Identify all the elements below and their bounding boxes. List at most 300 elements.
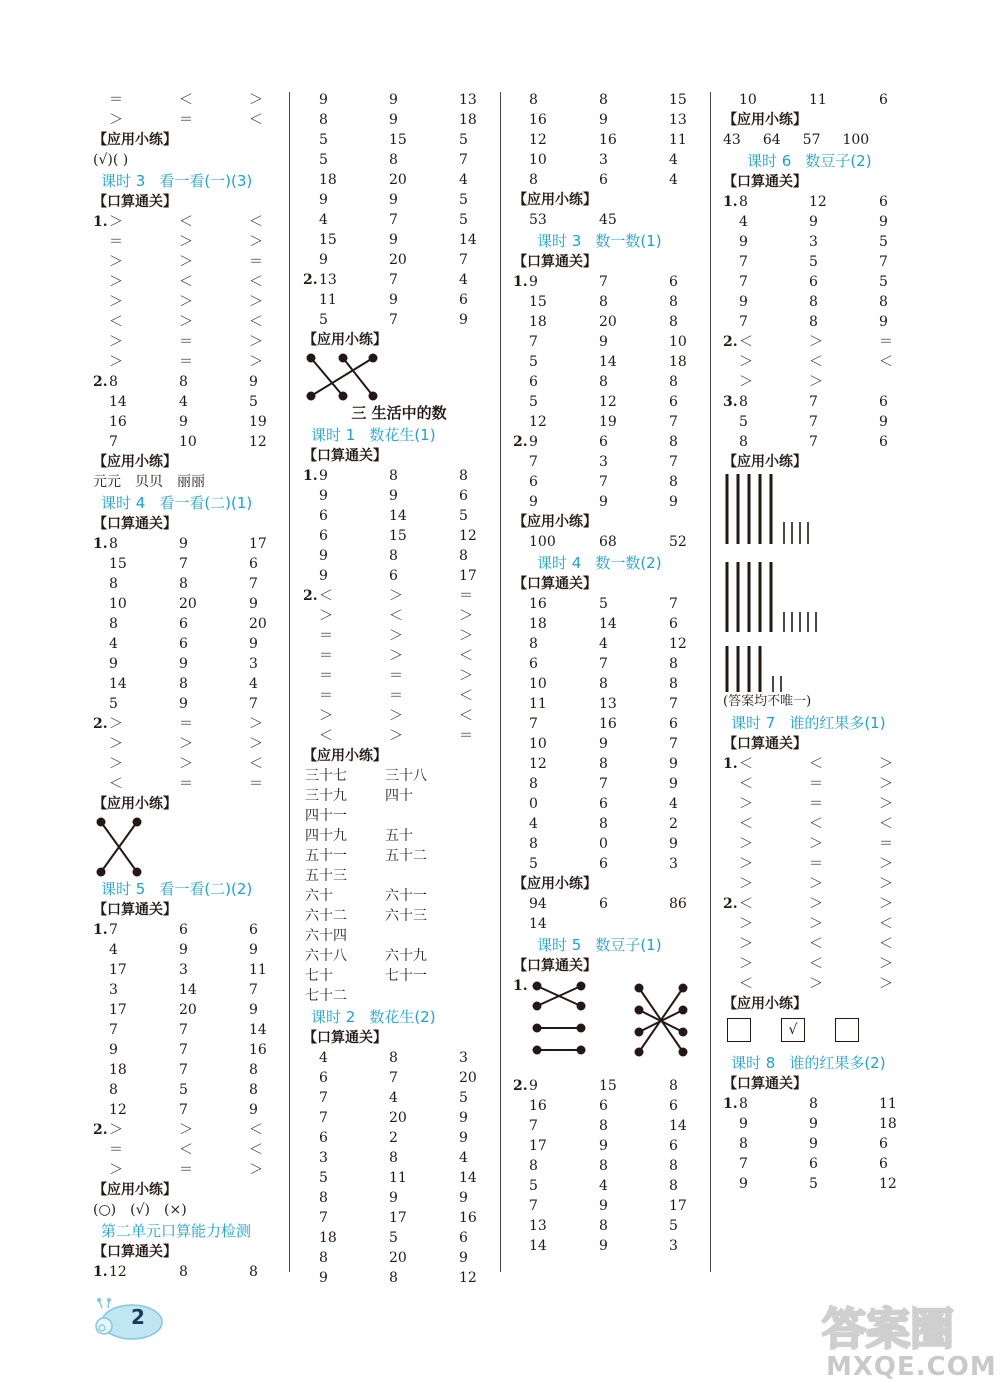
- answer-cell: 8: [389, 1270, 398, 1286]
- matching-dot: [577, 1002, 586, 1011]
- answer-cell: 17: [109, 1002, 127, 1018]
- answer-cell: 18: [529, 314, 547, 330]
- answer-cell: 7: [739, 254, 748, 270]
- answer-row: [513, 412, 705, 432]
- answer-cell: 9: [319, 568, 328, 584]
- answer-column-4: [723, 90, 915, 1194]
- answer-row: [303, 846, 495, 866]
- lesson-name: 看一看(二)(1): [159, 494, 253, 512]
- answer-column-1: [93, 90, 285, 1282]
- answer-cell: ＝: [319, 668, 333, 684]
- answer-cell: ＞: [179, 736, 193, 752]
- answer-cell: 9: [389, 232, 398, 248]
- answer-cell: 5: [459, 1090, 468, 1106]
- answer-cell: ＝: [459, 588, 473, 604]
- section-heading: 【应用小练】: [93, 132, 177, 148]
- answer-row: [93, 774, 285, 794]
- answer-cell: 8: [739, 194, 748, 210]
- check-boxes: [723, 1014, 915, 1052]
- section-heading: 【口算通关】: [723, 736, 807, 752]
- answer-cell: 8: [249, 1082, 258, 1098]
- matching-lines-figure: [303, 350, 383, 402]
- answer-cell: 5: [879, 274, 888, 290]
- answer-row: [723, 1154, 915, 1174]
- answer-cell: 9: [599, 736, 608, 752]
- question-number: 1.: [93, 922, 108, 938]
- answer-cell: 6: [669, 1098, 678, 1114]
- answer-cell: ＞: [739, 374, 753, 390]
- answer-cell: ＜: [459, 648, 473, 664]
- answer-cell: 7: [389, 312, 398, 328]
- answer-cell: ＞: [249, 716, 263, 732]
- answer-cell: 15: [669, 92, 687, 108]
- answer-cell: ＞: [249, 354, 263, 370]
- lesson-title: [723, 1052, 915, 1074]
- answer-cell: 20: [389, 172, 407, 188]
- lesson-title: [513, 934, 705, 956]
- answer-cell: ＝: [109, 234, 123, 250]
- answer-row: [723, 954, 915, 974]
- answer-row: [303, 666, 495, 686]
- answer-row: [723, 332, 915, 352]
- answer-cell: 8: [529, 172, 538, 188]
- answer-cell: 10: [179, 434, 197, 450]
- lesson-name: 数豆子(1): [595, 936, 662, 954]
- answer-cell: 六十一: [385, 888, 427, 904]
- answer-cell: 7: [739, 1156, 748, 1172]
- answer-cell: ＞: [249, 234, 263, 250]
- answer-cell: 18: [319, 1230, 337, 1246]
- answer-cell: 9: [109, 656, 118, 672]
- answer-row: [303, 1268, 495, 1288]
- answer-cell: 9: [109, 1042, 118, 1058]
- section-heading: 【应用小练】: [303, 748, 387, 764]
- answer-cell: 53: [529, 212, 547, 228]
- answer-cell: 5: [319, 1170, 328, 1186]
- section-heading: 【口算通关】: [513, 254, 597, 270]
- answer-cell: 14: [599, 616, 617, 632]
- answer-cell: 13: [669, 112, 687, 128]
- answer-cell: 20: [599, 314, 617, 330]
- answer-figure: [303, 350, 495, 402]
- answer-cell: 7: [109, 922, 118, 938]
- answer-cell: 5: [879, 234, 888, 250]
- answer-cell: 10: [529, 152, 547, 168]
- answer-cell: 4: [319, 212, 328, 228]
- answer-cell: ＞: [879, 956, 893, 972]
- answer-cell: 10: [109, 596, 127, 612]
- answer-row: [303, 546, 495, 566]
- answer-cell: ＜: [739, 776, 753, 792]
- answer-row: [303, 586, 495, 606]
- answer-cell: ＞: [179, 314, 193, 330]
- answer-row: [93, 1080, 285, 1100]
- answer-cell: 5: [529, 1178, 538, 1194]
- answer-row: [513, 110, 705, 130]
- question-number: 1.: [93, 1264, 108, 1280]
- answer-cell: 4: [109, 942, 118, 958]
- answer-column-2: [303, 90, 495, 1288]
- answer-cell: 4: [599, 1178, 608, 1194]
- answer-cell: 8: [669, 676, 678, 692]
- answer-row: [723, 794, 915, 814]
- answer-cell: ＞: [109, 274, 123, 290]
- answer-row: [513, 392, 705, 412]
- answer-row: [303, 626, 495, 646]
- answer-cell: 7: [809, 434, 818, 450]
- answer-cell: 9: [459, 312, 468, 328]
- answer-row: [93, 980, 285, 1000]
- matching-dot: [369, 392, 378, 401]
- answer-cell: 7: [809, 414, 818, 430]
- answer-cell: 16: [599, 132, 617, 148]
- answer-cell: ＞: [179, 254, 193, 270]
- matching-line: [311, 358, 373, 396]
- answer-cell: 15: [389, 528, 407, 544]
- answer-cell: ＞: [459, 668, 473, 684]
- answer-cell: ＜: [249, 314, 263, 330]
- answer-cell: 5: [529, 856, 538, 872]
- answer-cell: 14: [249, 1022, 267, 1038]
- answer-cell: 5: [319, 132, 328, 148]
- answer-cell: 16: [249, 1042, 267, 1058]
- answer-row: [93, 574, 285, 594]
- answer-cell: 20: [459, 1070, 477, 1086]
- answer-cell: 6: [529, 474, 538, 490]
- lesson-name: 数花生(1): [369, 426, 436, 444]
- answer-cell: 4: [739, 214, 748, 230]
- answer-cell: 7: [179, 1102, 188, 1118]
- answer-row: [513, 352, 705, 372]
- matching-dot: [679, 1028, 688, 1037]
- answer-cell: 15: [109, 556, 127, 572]
- answer-cell: 7: [599, 274, 608, 290]
- answer-cell: 8: [739, 1096, 748, 1112]
- answer-cell: 6: [879, 92, 888, 108]
- matching-dot: [577, 1046, 586, 1055]
- answer-cell: 4: [669, 796, 678, 812]
- answer-row: [723, 412, 915, 432]
- answer-cell: ＞: [249, 1162, 263, 1178]
- answer-cell: 20: [389, 1250, 407, 1266]
- answer-cell: 8: [389, 548, 398, 564]
- answer-row: [303, 826, 495, 846]
- answer-cell: 6: [179, 922, 188, 938]
- answer-text: 元元: [93, 474, 121, 490]
- answer-cell: 19: [599, 414, 617, 430]
- answer-cell: ＝: [389, 688, 403, 704]
- answer-cell: 16: [529, 596, 547, 612]
- answer-cell: 7: [879, 254, 888, 270]
- answer-row: [513, 1176, 705, 1196]
- answer-cell: 三十七: [305, 768, 347, 784]
- lesson-number: 课时 4: [101, 494, 146, 512]
- answer-cell: 11: [879, 1096, 897, 1112]
- answer-cell: 3: [109, 982, 118, 998]
- answer-row: [513, 170, 705, 190]
- answer-cell: 5: [809, 254, 818, 270]
- answer-cell: ＜: [249, 214, 263, 230]
- answer-row: [513, 372, 705, 392]
- answer-cell: 6: [599, 796, 608, 812]
- tally-bars-figure: [723, 472, 913, 692]
- answer-row: [303, 906, 495, 926]
- answer-row: [303, 706, 495, 726]
- answer-cell: ＞: [179, 294, 193, 310]
- answer-cell: ＜: [179, 214, 193, 230]
- answer-row: [513, 754, 705, 774]
- matching-dot: [533, 1002, 542, 1011]
- answer-row: [93, 1120, 285, 1140]
- answer-cell: ＞: [739, 856, 753, 872]
- answer-cell: 8: [529, 636, 538, 652]
- answer-cell: 四十九: [305, 828, 347, 844]
- answer-cell: ＞: [109, 716, 123, 732]
- answer-row: [303, 766, 495, 786]
- answer-cell: 6: [179, 636, 188, 652]
- section-heading: 【口算通关】: [93, 516, 177, 532]
- answer-cell: ＞: [809, 374, 823, 390]
- answer-cell: ＝: [179, 112, 193, 128]
- answer-cell: 5: [179, 1082, 188, 1098]
- answer-cell: 7: [179, 1042, 188, 1058]
- answer-row: [303, 1168, 495, 1188]
- lesson-title: [93, 170, 285, 192]
- answer-cell: 9: [669, 836, 678, 852]
- answer-cell: 7: [669, 596, 678, 612]
- answer-cell: ＞: [739, 354, 753, 370]
- answer-cell: 17: [109, 962, 127, 978]
- answer-cell: ＜: [879, 916, 893, 932]
- question-number: 2.: [723, 896, 738, 912]
- answer-cell: 四十一: [305, 808, 347, 824]
- answer-cell: 8: [109, 536, 118, 552]
- answer-cell: 11: [529, 696, 547, 712]
- question-number: 2.: [93, 1122, 108, 1138]
- answer-cell: 8: [319, 1190, 328, 1206]
- answer-cell: 8: [179, 374, 188, 390]
- answer-row: [93, 654, 285, 674]
- question-number: 1.: [513, 978, 528, 994]
- answer-cell: 12: [529, 132, 547, 148]
- answer-cell: ＞: [179, 234, 193, 250]
- answer-cell: ＝: [179, 776, 193, 792]
- answer-cell: 12: [599, 394, 617, 410]
- answer-note: (答案均不唯一): [723, 694, 812, 709]
- answer-cell: ＞: [879, 796, 893, 812]
- answer-cell: ＞: [249, 294, 263, 310]
- answer-row: [93, 554, 285, 574]
- answer-row: [513, 432, 705, 452]
- answer-cell: 8: [669, 1178, 678, 1194]
- answer-cell: ＜: [109, 314, 123, 330]
- answer-row: [303, 886, 495, 906]
- answer-cell: 0: [529, 796, 538, 812]
- answer-cell: 7: [109, 434, 118, 450]
- answer-cell: 9: [389, 1190, 398, 1206]
- answer-cell: 七十二: [305, 988, 347, 1004]
- answer-cell: 14: [529, 916, 547, 932]
- answer-cell: 8: [669, 1158, 678, 1174]
- lesson-number: 课时 5: [537, 936, 582, 954]
- answer-cell: 7: [529, 716, 538, 732]
- answer-cell: 7: [109, 1022, 118, 1038]
- answer-cell: 5: [109, 696, 118, 712]
- answer-row: [303, 1068, 495, 1088]
- section-heading: 【应用小练】: [513, 876, 597, 892]
- answer-row: [513, 210, 705, 230]
- answer-cell: 7: [529, 1118, 538, 1134]
- answer-cell: 3: [669, 856, 678, 872]
- answer-row: [723, 392, 915, 412]
- answer-cell: 5: [669, 1218, 678, 1234]
- answer-cell: ＜: [179, 274, 193, 290]
- answer-row: [723, 1174, 915, 1194]
- answer-cell: 8: [529, 92, 538, 108]
- answer-row: [513, 1216, 705, 1236]
- answer-cell: 9: [669, 776, 678, 792]
- answer-row: [93, 312, 285, 332]
- answer-cell: 12: [529, 414, 547, 430]
- answer-cell: 4: [179, 394, 188, 410]
- answer-cell: ＞: [109, 214, 123, 230]
- answer-row: [513, 1156, 705, 1176]
- answer-cell: 六十八: [305, 948, 347, 964]
- page-number: 2: [131, 1305, 145, 1329]
- answer-row: [93, 372, 285, 392]
- answer-row: [303, 926, 495, 946]
- answer-row: [93, 252, 285, 272]
- answer-cell: ＝: [319, 648, 333, 664]
- answer-cell: 9: [739, 1116, 748, 1132]
- answer-cell: ＜: [879, 936, 893, 952]
- answer-cell: 20: [249, 616, 267, 632]
- answer-row: [513, 594, 705, 614]
- answer-cell: 6: [879, 194, 888, 210]
- answer-cell: 9: [669, 756, 678, 772]
- answer-row: [723, 754, 915, 774]
- answer-row: [723, 854, 915, 874]
- matching-dot: [307, 354, 316, 363]
- answer-cell: ＜: [879, 816, 893, 832]
- lesson-number: 课时 8: [731, 1054, 776, 1072]
- answer-row: [303, 130, 495, 150]
- answer-cell: ＜: [459, 688, 473, 704]
- answer-cell: 11: [249, 962, 267, 978]
- answer-row: [303, 110, 495, 130]
- answer-cell: 7: [389, 212, 398, 228]
- answer-row: [723, 1134, 915, 1154]
- section-heading: 【口算通关】: [303, 1030, 387, 1046]
- answer-cell: 8: [809, 1096, 818, 1112]
- answer-cell: 8: [179, 676, 188, 692]
- answer-cell: 9: [389, 292, 398, 308]
- answer-cell: 7: [179, 1062, 188, 1078]
- answer-cell: ＞: [739, 836, 753, 852]
- answer-cell: 7: [739, 314, 748, 330]
- answer-cell: 14: [179, 982, 197, 998]
- answer-cell: ＝: [319, 688, 333, 704]
- answer-cell: 9: [249, 636, 258, 652]
- answer-cell: 5: [529, 394, 538, 410]
- answer-cell: 6: [669, 716, 678, 732]
- matching-dot: [339, 354, 348, 363]
- answer-cell: 7: [529, 334, 538, 350]
- answer-row: [723, 372, 915, 392]
- answer-cell: 6: [669, 1138, 678, 1154]
- question-number: 2.: [303, 588, 318, 604]
- matching-dot: [133, 818, 142, 827]
- answer-cell: 20: [179, 1002, 197, 1018]
- question-number: 2.: [93, 374, 108, 390]
- answer-row: [303, 190, 495, 210]
- answer-cell: 9: [319, 192, 328, 208]
- answer-row: [93, 960, 285, 980]
- answer-cell: 8: [599, 374, 608, 390]
- answer-cell: 9: [179, 696, 188, 712]
- lesson-number: 课时 4: [537, 554, 582, 572]
- answer-cell: 12: [109, 1264, 127, 1280]
- matching-dot: [533, 1024, 542, 1033]
- answer-row: [723, 252, 915, 272]
- answer-row: [93, 1000, 285, 1020]
- answer-cell: 2: [389, 1130, 398, 1146]
- answer-cell: 3: [459, 1050, 468, 1066]
- answer-cell: 8: [809, 314, 818, 330]
- answer-cell: 3: [249, 656, 258, 672]
- answer-cell: 3: [599, 152, 608, 168]
- answer-cell: ＞: [459, 628, 473, 644]
- answer-cell: 10: [669, 334, 687, 350]
- answer-cell: 14: [459, 1170, 477, 1186]
- answer-cell: 7: [669, 696, 678, 712]
- answer-row: [723, 834, 915, 854]
- answer-text: (√): [130, 1202, 150, 1218]
- answer-row: [93, 634, 285, 654]
- answer-cell: 五十: [385, 828, 413, 844]
- answer-cell: 五十一: [305, 848, 347, 864]
- answer-cell: 18: [109, 1062, 127, 1078]
- answer-row: [303, 1248, 495, 1268]
- answer-row: [303, 606, 495, 626]
- answer-check-box: √: [781, 1018, 805, 1042]
- answer-cell: 6: [459, 488, 468, 504]
- answer-cell: 6: [319, 1130, 328, 1146]
- answer-row: [723, 432, 915, 452]
- answer-cell: ＜: [809, 956, 823, 972]
- answer-row: [93, 614, 285, 634]
- answer-cell: 五十二: [385, 848, 427, 864]
- answer-cell: 8: [599, 294, 608, 310]
- answer-row: [513, 714, 705, 734]
- answer-cell: 11: [389, 1170, 407, 1186]
- answer-row: [513, 492, 705, 512]
- question-number: 1.: [723, 194, 738, 210]
- answer-cell: 三十八: [385, 768, 427, 784]
- answer-row: [303, 1108, 495, 1128]
- answer-cell: 六十: [305, 888, 333, 904]
- answer-cell: ＞: [389, 708, 403, 724]
- answer-cell: 12: [249, 434, 267, 450]
- answer-figure: [93, 814, 285, 878]
- lesson-title: [513, 230, 705, 252]
- answer-cell: ＜: [389, 608, 403, 624]
- question-number: 1.: [723, 756, 738, 772]
- answer-row: [723, 894, 915, 914]
- answer-row: [303, 1048, 495, 1068]
- lesson-name: 看一看(一)(3): [159, 172, 253, 190]
- answer-cell: 6: [669, 616, 678, 632]
